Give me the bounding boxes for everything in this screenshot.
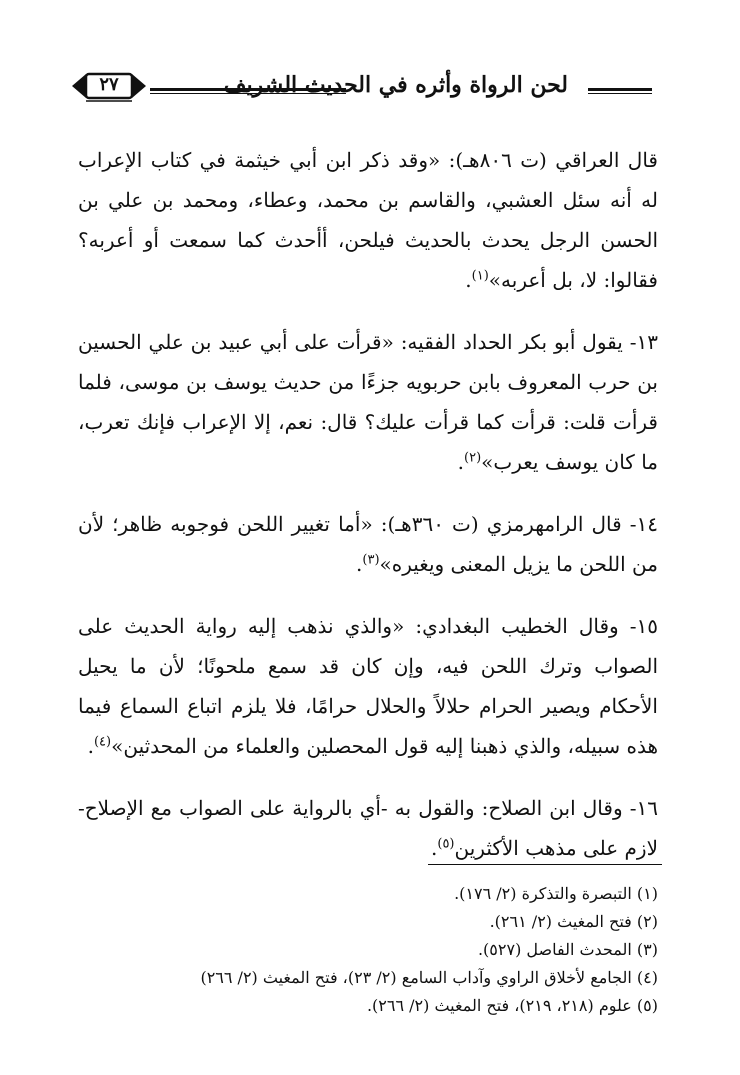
footnote-3: (٣) المحدث الفاصل (٥٢٧). [477,940,658,959]
footnote-ref: (٣) [362,552,380,568]
paragraph-end: . [431,836,438,860]
item-number: ١٦- [622,796,658,820]
running-title: لحن الرواة وأثره في الحديث الشريف [223,72,568,98]
page-number: ٢٧ [99,74,119,95]
paragraph-iraqi [78,140,658,300]
footnote-1: (١) التبصرة والتذكرة (٢/ ١٧٦). [454,884,658,903]
footnote-4: (٤) الجامع لأخلاق الراوي وآداب السامع (٢/ ٢٣)، فتح المغيث (٢/ ٢٦٦) [200,968,658,987]
paragraph-text: قال العراقي (ت ٨٠٦هـ): «وقد ذكر ابن أبي خيثمة في كتاب الإعراب له أنه سئل العشبي، والقاسم بن محمد، وعطاء، ومحمد بن علي بن الحسن الرجل يحدث بالحديث فيلحن، أأحدث كما سمعت أو أعربه؟ فقالوا: لا، بل أعربه» [78,148,658,292]
main-text [78,140,658,890]
paragraph-end: . [465,268,472,292]
paragraph-end: . [457,450,464,474]
footnote-ref: (١) [471,268,489,284]
paragraph-16 [78,788,658,868]
header-rule-left [150,88,346,91]
footnote-2: (٢) فتح المغيث (٢/ ٢٦١). [489,912,658,931]
footnotes [78,880,658,1020]
paragraph-13 [78,322,658,482]
paragraph-text: قال الرامهرمزي (ت ٣٦٠هـ): «أما تغيير اللحن فوجوبه ظاهر؛ لأن من اللحن ما يزيل المعنى ويغيره» [78,512,658,576]
footnote-ref: (٤) [93,734,112,750]
paragraph-end: . [87,734,94,758]
paragraph-text: يقول أبو بكر الحداد الفقيه: «قرأت على أبي عبيد بن علي الحسين بن حرب المعروف بابن حربويه جزءًا من حديث يوسف بن موسى، فلما قرأت قلت: قرأت كما قرأت عليك؟ قال: نعم، إلا الإعراب فإنك تعرب، ما كان يوسف يعرب» [78,330,658,474]
item-number: ١٣- [622,330,658,354]
footnote-ref: (٢) [464,450,482,466]
paragraph-15 [78,606,658,766]
footnote-separator [428,864,662,865]
paragraph-text: وقال ابن الصلاح: والقول به -أي بالرواية على الصواب مع الإصلاح- لازم على مذهب الأكثرين [78,796,658,860]
paragraph-text: وقال الخطيب البغدادي: «والذي نذهب إليه رواية الحديث على الصواب وترك اللحن فيه، وإن كان قد سمع ملحونًا؛ لأن ما يحيل الأحكام ويصير الحرام حلالاً والحلال حرامًا، فلا يلزم اتباع السماع فيما هذه سبيله، والذي ذهبنا إليه قول المحصلين والعلماء من المحدثين» [78,614,658,758]
item-number: ١٥- [618,614,658,638]
page-header [70,60,660,110]
header-rule-right [588,88,652,91]
item-number: ١٤- [621,512,659,536]
paragraph-14 [78,504,658,584]
page-number-badge [70,68,148,108]
footnote-5: (٥) علوم (٢١٨، ٢١٩)، فتح المغيث (٢/ ٢٦٦). [366,996,658,1015]
footnote-ref: (٥) [437,836,455,852]
paragraph-end: . [356,552,363,576]
